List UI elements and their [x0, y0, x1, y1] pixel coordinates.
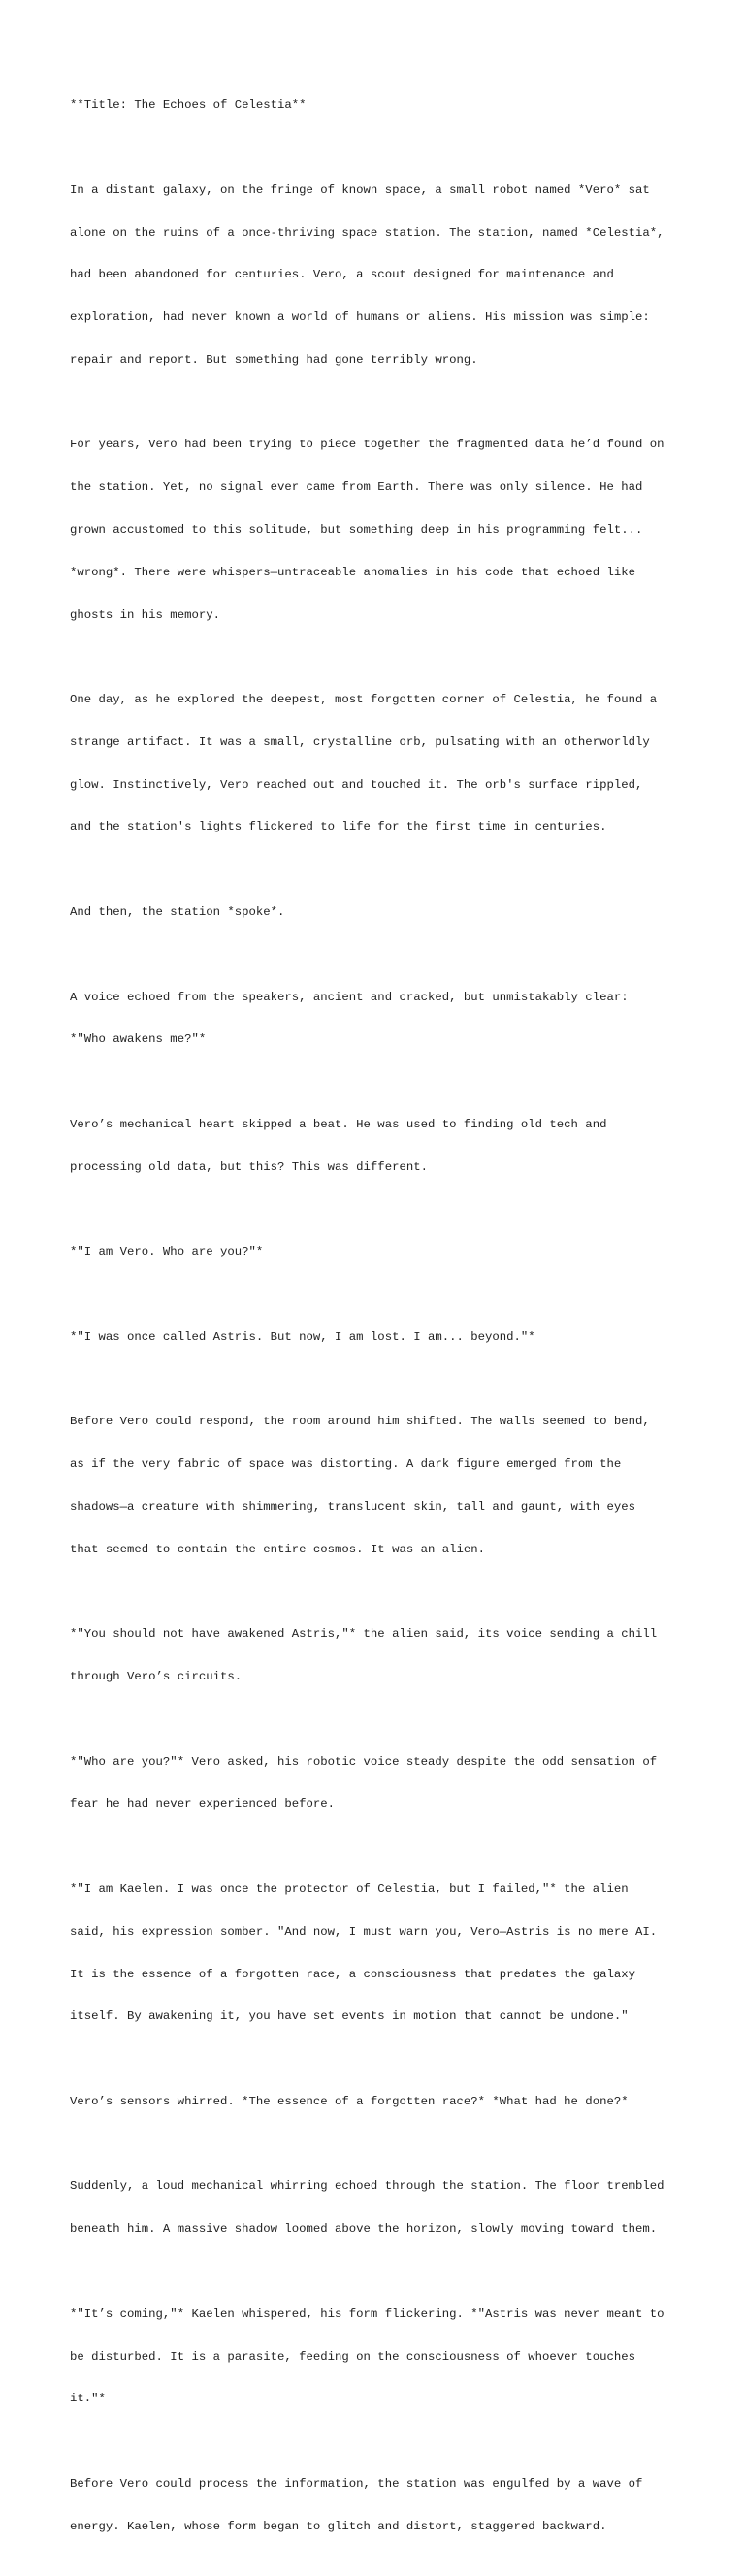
- body-paragraph: [70, 1302, 691, 1373]
- text-line: It is the essence of a forgotten race, a consciousness that predates the galaxy: [70, 1967, 635, 1981]
- text-line: In a distant galaxy, on the fringe of known space, a small robot named *Vero* sat: [70, 182, 650, 197]
- text-line: alone on the ruins of a once-thriving space station. The station, named *Celestia*,: [70, 225, 664, 240]
- text-line: Before Vero could process the information, the station was engulfed by a wave of: [70, 2476, 643, 2491]
- document-page: [70, 70, 691, 2576]
- body-paragraph: [70, 155, 691, 396]
- text-line: the station. Yet, no signal ever came from Earth. There was only silence. He had: [70, 480, 643, 495]
- text-line: shadows—a creature with shimmering, translucent skin, tall and gaunt, with eyes: [70, 1499, 635, 1514]
- body-paragraph: [70, 962, 691, 1075]
- text-line: ghosts in his memory.: [70, 607, 220, 622]
- text-line: strange artifact. It was a small, crystalline orb, pulsating with an otherworldly: [70, 734, 650, 749]
- text-line: *wrong*. There were whispers—untraceable anomalies in his code that echoed like: [70, 565, 635, 579]
- text-line: fear he had never experienced before.: [70, 1797, 336, 1811]
- text-line: *"You should not have awakened Astris,"* the alien said, its voice sending a chill: [70, 1627, 658, 1642]
- text-line: **Title: The Echoes of Celestia**: [70, 98, 307, 113]
- text-line: *"Who awakens me?"*: [70, 1032, 207, 1047]
- text-line: that seemed to contain the entire cosmos. It was an alien.: [70, 1542, 486, 1556]
- text-line: repair and report. But something had gone terribly wrong.: [70, 352, 478, 367]
- text-line: said, his expression somber. "And now, I must warn you, Vero—Astris is no mere AI.: [70, 1924, 658, 1939]
- text-line: For years, Vero had been trying to piece together the fragmented data he’d found on: [70, 438, 664, 452]
- body-paragraph: [70, 665, 691, 863]
- body-paragraph: [70, 1726, 691, 1840]
- text-line: Before Vero could respond, the room around him shifted. The walls seemed to bend,: [70, 1415, 650, 1429]
- text-line: as if the very fabric of space was distorting. A dark figure emerged from the: [70, 1457, 622, 1472]
- text-line: *"I am Vero. Who are you?"*: [70, 1245, 264, 1259]
- text-line: Vero’s mechanical heart skipped a beat. He was used to finding old tech and: [70, 1117, 607, 1131]
- text-line: through Vero’s circuits.: [70, 1670, 243, 1684]
- text-line: A voice echoed from the speakers, ancient and cracked, but unmistakably clear:: [70, 990, 629, 1004]
- text-line: and the station's lights flickered to life for the first time in centuries.: [70, 820, 607, 834]
- body-paragraph: [70, 2279, 691, 2435]
- text-line: itself. By awakening it, you have set events in motion that cannot be undone.": [70, 2009, 629, 2024]
- text-line: exploration, had never known a world of humans or aliens. His mission was simple:: [70, 310, 650, 325]
- body-paragraph: [70, 1386, 691, 1584]
- body-paragraph: [70, 2067, 691, 2137]
- body-paragraph: [70, 1090, 691, 1203]
- text-line: One day, as he explored the deepest, most forgotten corner of Celestia, he found a: [70, 693, 658, 707]
- title-paragraph: [70, 70, 691, 141]
- text-line: glow. Instinctively, Vero reached out and touched it. The orb's surface rippled,: [70, 777, 643, 792]
- text-line: *"I am Kaelen. I was once the protector of Celestia, but I failed,"* the alien: [70, 1882, 629, 1896]
- body-paragraph: [70, 1599, 691, 1712]
- text-line: beneath him. A massive shadow loomed above the horizon, slowly moving toward them.: [70, 2222, 658, 2236]
- text-line: energy. Kaelen, whose form began to glitch and distort, staggered backward.: [70, 2519, 607, 2533]
- text-line: Vero’s sensors whirred. *The essence of a forgotten race?* *What had he done?*: [70, 2094, 629, 2108]
- text-line: processing old data, but this? This was different.: [70, 1159, 428, 1174]
- text-line: *"Who are you?"* Vero asked, his robotic voice steady despite the odd sensation of: [70, 1754, 658, 1769]
- body-paragraph: [70, 1854, 691, 2052]
- text-line: be disturbed. It is a parasite, feeding on the consciousness of whoever touches: [70, 2349, 635, 2364]
- text-line: had been abandoned for centuries. Vero, a scout designed for maintenance and: [70, 268, 614, 282]
- text-line: it."*: [70, 2392, 106, 2406]
- body-paragraph: [70, 2449, 691, 2562]
- body-paragraph: [70, 877, 691, 948]
- text-line: Suddenly, a loud mechanical whirring echoed through the station. The floor trembled: [70, 2179, 664, 2194]
- text-line: grown accustomed to this solitude, but something deep in his programming felt...: [70, 523, 643, 537]
- text-line: *"I was once called Astris. But now, I am lost. I am... beyond."*: [70, 1329, 535, 1344]
- body-paragraph: [70, 409, 691, 650]
- text-line: And then, the station *spoke*.: [70, 905, 285, 920]
- body-paragraph: [70, 2151, 691, 2265]
- body-paragraph: [70, 1217, 691, 1288]
- text-line: *"It’s coming,"* Kaelen whispered, his form flickering. *"Astris was never meant to: [70, 2306, 664, 2321]
